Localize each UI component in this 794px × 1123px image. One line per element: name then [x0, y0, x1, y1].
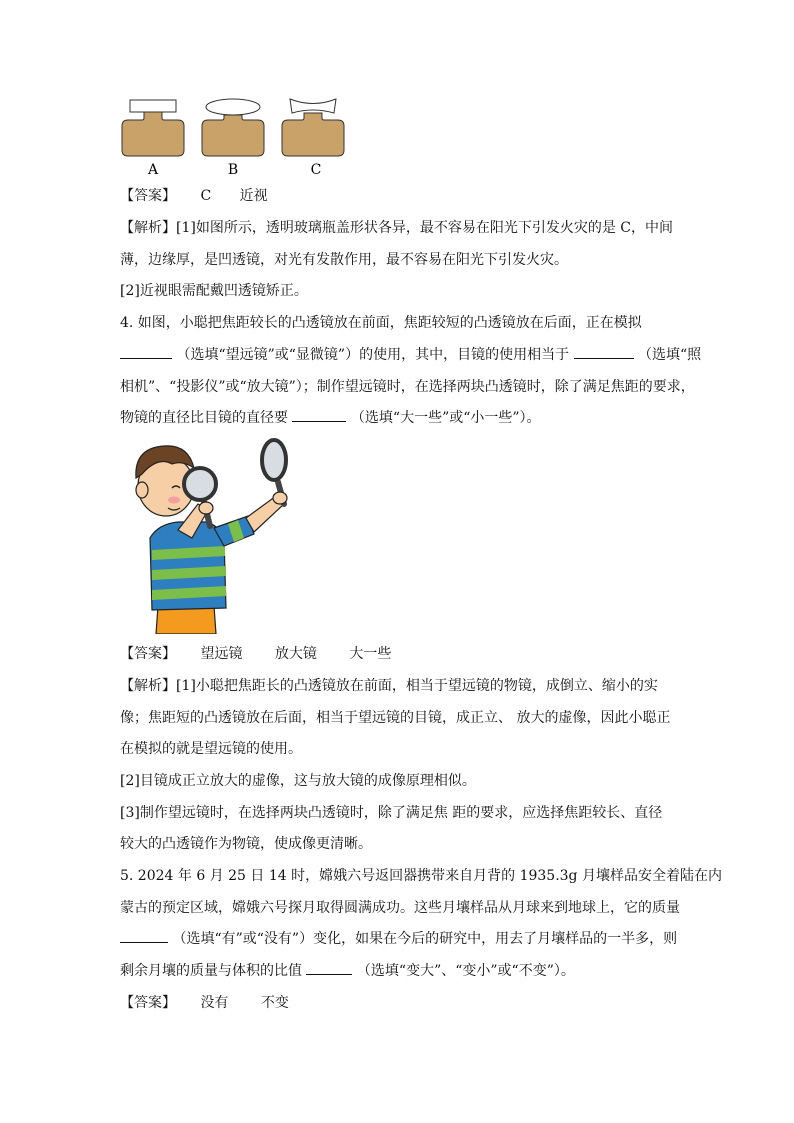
- bottle-c: [282, 99, 344, 156]
- answer-label: 【答案】: [120, 188, 176, 204]
- q4-analysis-line: 较大的凸透镜作为物镜，使成像更清晰。: [120, 836, 372, 852]
- q4-analysis-line: 【解析】[1]小聪把焦距长的凸透镜放在前面，相当于望远镜的物镜，成倒立、缩小的实: [120, 678, 658, 694]
- answer-blank: [120, 930, 168, 943]
- q4-question-text: （选填“大一些”或“小一些”）。: [350, 410, 541, 426]
- bottle-b: [202, 99, 264, 156]
- boy-with-lenses-illustration: [128, 438, 293, 634]
- answer-blank: [292, 409, 346, 422]
- q3-answer-row: [120, 186, 268, 206]
- q4-answer-2: 放大镜: [274, 646, 317, 662]
- label-c: C: [310, 162, 322, 178]
- q5-question-line: 5. 2024 年 6 月 25 日 14 时，嫦娥六号返回器携带来自月背的 1935.3g 月壤样品安全着陆在内: [120, 868, 722, 884]
- bottle-caps-figure: [118, 98, 358, 180]
- q5-question-line: [120, 961, 575, 981]
- answer-blank: [306, 962, 352, 975]
- q3-analysis-line: [2]近视眼需配戴凹透镜矫正。: [120, 283, 308, 299]
- q3-answer-2: 近视: [239, 188, 268, 204]
- q5-question-text: （选填“变大”、“变小”或“不变”）。: [356, 963, 575, 979]
- q4-question-text: （选填“望远镜”或“显微镜”）的使用，其中，目镜的使用相当于: [176, 347, 570, 363]
- q5-answer-2: 不变: [260, 995, 289, 1011]
- q4-question-text: 物镜的直径比目镜的直径要: [120, 410, 288, 426]
- q4-question-line: 相机”、“投影仪”或“放大镜”）；制作望远镜时，在选择两块凸透镜时，除了满足焦距的要求，: [120, 379, 695, 395]
- answer-label: 【答案】: [120, 646, 176, 662]
- q4-question-line: [120, 345, 701, 365]
- answer-label: 【答案】: [120, 995, 176, 1011]
- q4-analysis-line: 像；焦距短的凸透镜放在后面，相当于望远镜的目镜，成正立、 放大的虚像，因此小聪正: [120, 710, 671, 726]
- q4-answer-1: 望远镜: [200, 646, 243, 662]
- q4-answer-row: [120, 644, 391, 664]
- answer-blank: [120, 346, 172, 359]
- q4-analysis-line: 在模拟的就是望远镜的使用。: [120, 741, 302, 757]
- answer-blank: [574, 346, 634, 359]
- q5-question-text: 剩余月壤的质量与体积的比值: [120, 963, 302, 979]
- q5-answer-row: [120, 993, 289, 1013]
- q3-answer-1: C: [200, 188, 212, 204]
- bottle-a: [122, 100, 184, 156]
- q5-question-text: （选填“有”或“没有”）变化，如果在今后的研究中，用去了月壤样品的一半多，则: [172, 931, 678, 947]
- q5-question-line: 蒙古的预定区域，嫦娥六号探月取得圆满成功。这些月壤样品从月球来到地球上，它的质量: [120, 900, 680, 916]
- q4-analysis-line: [2]目镜成正立放大的虚像，这与放大镜的成像原理相似。: [120, 773, 476, 789]
- q4-question-line: 4. 如图，小聪把焦距较长的凸透镜放在前面，焦距较短的凸透镜放在后面，正在模拟: [120, 315, 642, 331]
- q3-analysis-line: 【解析】[1]如图所示，透明玻璃瓶盖形状各异，最不容易在阳光下引发火灾的是 C，中间: [120, 220, 673, 236]
- label-b: B: [227, 162, 239, 178]
- q4-question-line: [120, 408, 541, 428]
- label-a: A: [147, 162, 159, 178]
- q5-answer-1: 没有: [200, 995, 229, 1011]
- q5-question-line: [120, 929, 677, 949]
- q4-question-text: （选填“照: [638, 347, 702, 363]
- q4-analysis-line: [3]制作望远镜时，在选择两块凸透镜时，除了满足焦 距的要求，应选择焦距较长、直径: [120, 805, 663, 821]
- q3-analysis-line: 薄，边缘厚，是凹透镜，对光有发散作用，最不容易在阳光下引发火灾。: [120, 252, 568, 268]
- q4-answer-3: 大一些: [349, 646, 392, 662]
